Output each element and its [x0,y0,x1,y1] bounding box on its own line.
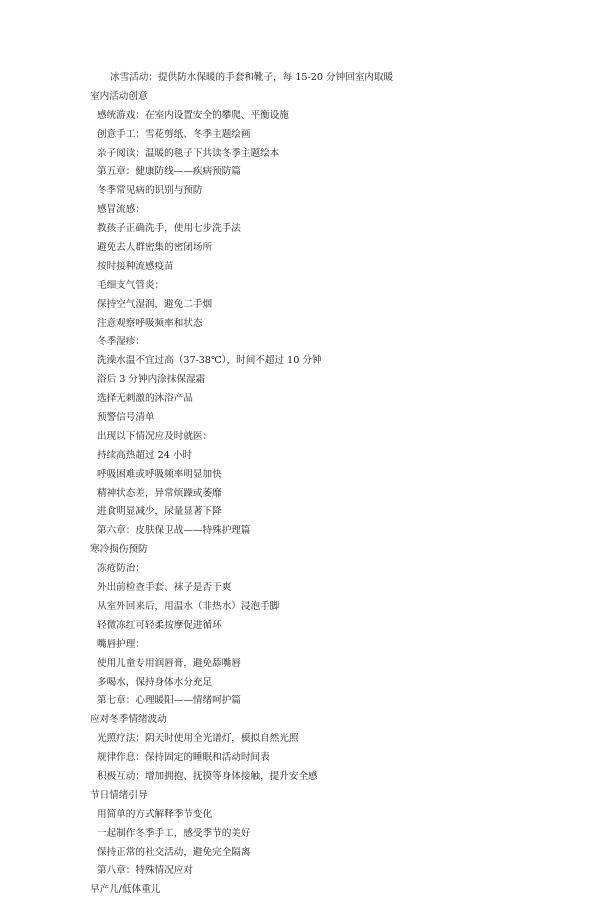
text-line: 冬季湿疹： [97,336,145,348]
text-line: 毛细支气管炎： [97,279,165,291]
text-line: 选择无刺激的沐浴产品 [97,393,193,405]
text-line: 应对冬季情绪波动 [90,714,167,726]
text-line: 感统游戏：在室内设置安全的攀爬、平衡设施 [97,109,289,121]
text-line: 第六章：皮肤保卫战——特殊护理篇 [97,525,251,537]
text-line: 保持空气湿润，避免二手烟 [97,298,213,310]
text-line: 冬季常见病的识别与预防 [97,185,203,197]
text-line: 规律作息：保持固定的睡眠和活动时间表 [97,752,270,764]
text-line: 保持正常的社交活动，避免完全隔离 [97,846,251,858]
text-line: 积极互动：增加拥抱、抚摸等身体接触，提升安全感 [97,770,318,782]
text-line: 嘴唇护理： [97,638,145,650]
text-line: 第五章：健康防线——疾病预防篇 [97,166,241,178]
text-line: 感冒流感： [97,204,145,216]
text-line: 呼吸困难或呼吸频率明显加快 [97,468,222,480]
text-line: 教孩子正确洗手，使用七步洗手法 [97,223,241,235]
text-line: 冻疮防治： [97,563,145,575]
text-line: 避免去人群密集的密闭场所 [97,242,213,254]
text-line: 预警信号清单 [97,412,155,424]
text-line: 出现以下情况应及时就医： [97,430,213,442]
text-line: 多喝水，保持身体水分充足 [97,676,213,688]
text-line: 洗澡水温不宜过高（37-38℃），时间不超过 10 分钟 [97,355,322,367]
text-line: 持续高热超过 24 小时 [97,449,193,461]
text-line: 外出前检查手套、袜子是否干爽 [97,582,232,594]
document-body [0,69,595,900]
text-line: 创意手工：雪花剪纸、冬季主题绘画 [97,128,251,140]
text-line: 亲子阅读：温暖的毯子下共读冬季主题绘本 [97,147,280,159]
text-line: 轻微冻红可轻柔按摩促进循环 [97,619,222,631]
text-line: 用简单的方式解释季节变化 [97,808,213,820]
text-line: 第八章：特殊情况应对 [97,865,193,877]
text-line: 进食明显减少，尿量显著下降 [97,506,222,518]
text-line: 早产儿/低体重儿 [90,884,161,896]
text-line: 寒冷损伤预防 [90,544,148,556]
text-line: 冰雪活动：提供防水保暖的手套和靴子，每 15-20 分钟回室内取暖 [110,72,394,83]
text-line: 浴后 3 分钟内涂抹保湿霜 [97,374,206,386]
text-line: 按时接种流感疫苗 [97,260,174,272]
text-line: 精神状态差，异常烦躁或萎靡 [97,487,222,499]
text-line: 从室外回来后，用温水（非热水）浸泡手脚 [97,600,280,612]
text-line: 第七章：心理暖阳——情绪呵护篇 [97,695,241,707]
text-line: 室内活动创意 [90,90,148,102]
text-line: 节日情绪引导 [90,789,148,801]
text-line: 光照疗法：阴天时使用全光谱灯，模拟自然光照 [97,733,299,745]
text-line: 注意观察呼吸频率和状态 [97,317,203,329]
text-line: 使用儿童专用润唇膏，避免舔嘴唇 [97,657,241,669]
text-line: 一起制作冬季手工，感受季节的美好 [97,827,251,839]
